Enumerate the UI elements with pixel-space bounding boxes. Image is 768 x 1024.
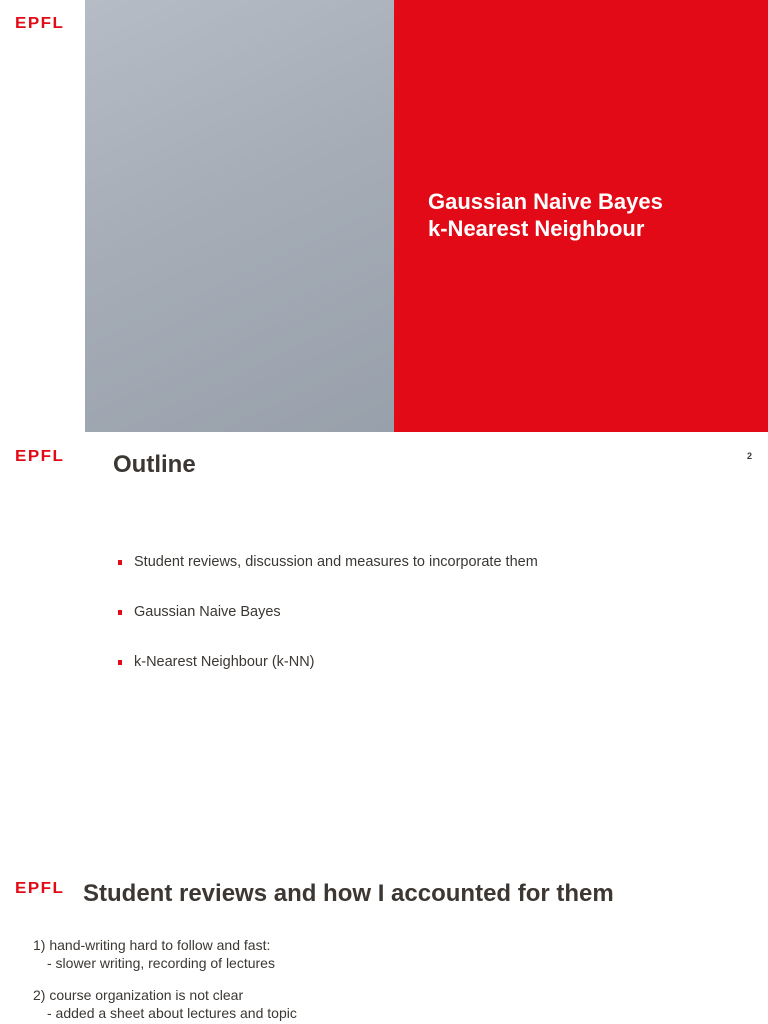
review-measure: - slower writing, recording of lectures bbox=[47, 955, 275, 971]
bullet-square-icon bbox=[118, 660, 122, 665]
review-item bbox=[33, 986, 297, 1022]
list-item bbox=[118, 554, 538, 604]
epfl-logo: EPFL bbox=[15, 14, 65, 32]
epfl-logo: EPFL bbox=[15, 879, 65, 897]
list-item bbox=[118, 654, 538, 704]
list-item-text: Gaussian Naive Bayes bbox=[134, 604, 281, 620]
review-issue: 1) hand-writing hard to follow and fast: bbox=[33, 937, 271, 953]
slide-title: Outline bbox=[113, 451, 196, 478]
review-measure: - added a sheet about lectures and topic bbox=[47, 1005, 297, 1021]
title-line-1: Gaussian Naive Bayes bbox=[428, 189, 663, 214]
list-item-text: k-Nearest Neighbour (k-NN) bbox=[134, 654, 315, 670]
title-slide bbox=[0, 0, 768, 432]
list-item-text: Student reviews, discussion and measures to incorporate them bbox=[134, 554, 538, 570]
title-background-image bbox=[85, 0, 394, 432]
list-item bbox=[118, 604, 538, 654]
epfl-logo: EPFL bbox=[15, 447, 65, 465]
outline-list bbox=[118, 554, 538, 704]
page-number: 2 bbox=[747, 451, 753, 461]
title-line-2: k-Nearest Neighbour bbox=[428, 216, 645, 241]
outline-slide bbox=[0, 432, 768, 842]
slide-title: Student reviews and how I accounted for them bbox=[83, 880, 614, 907]
bullet-square-icon bbox=[118, 560, 122, 565]
review-issue: 2) course organization is not clear bbox=[33, 987, 244, 1003]
title-panel bbox=[394, 0, 768, 432]
reviews-slide bbox=[0, 842, 768, 1024]
bullet-square-icon bbox=[118, 610, 122, 615]
review-item bbox=[33, 936, 275, 972]
